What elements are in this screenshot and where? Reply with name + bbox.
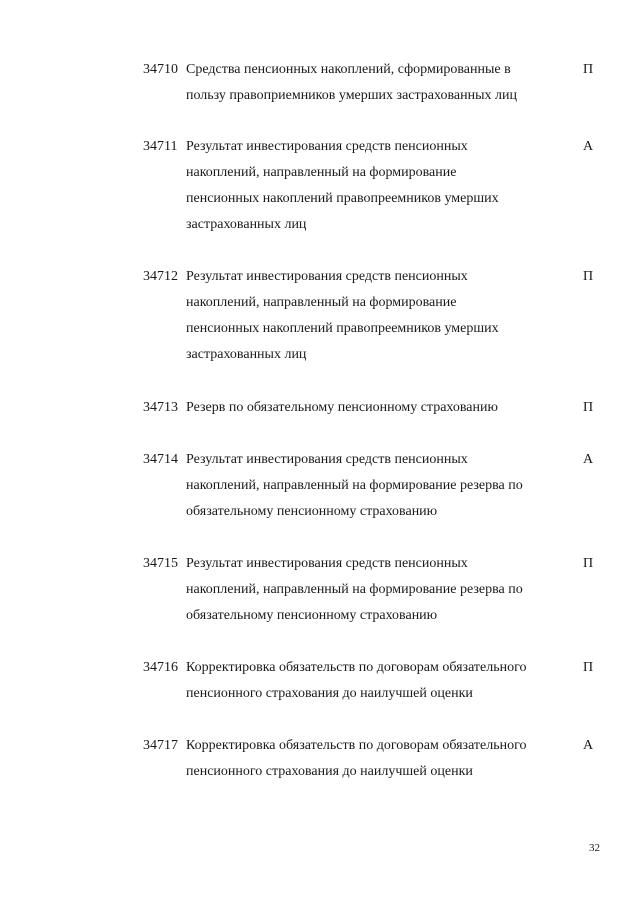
account-code: 34717 <box>143 738 178 753</box>
account-description <box>186 733 561 785</box>
account-description <box>186 551 561 629</box>
description-line: накоплений, направленный на формирование резерва по <box>186 478 523 493</box>
account-code: 34711 <box>143 139 178 154</box>
description-line: пенсионных накоплений правопреемников умерших <box>186 321 499 336</box>
description-line: Резерв по обязательному пенсионному страхованию <box>186 400 498 415</box>
account-code: 34710 <box>143 62 178 77</box>
description-line: Результат инвестирования средств пенсионных <box>186 452 468 467</box>
description-line: Корректировка обязательств по договорам обязательного <box>186 738 527 753</box>
account-type: А <box>583 452 594 467</box>
account-type: П <box>583 269 594 284</box>
description-line: обязательному пенсионному страхованию <box>186 608 438 623</box>
account-code: 34712 <box>143 269 178 284</box>
account-code: 34716 <box>143 660 178 675</box>
description-line: накоплений, направленный на формирование <box>186 165 457 180</box>
description-line: Результат инвестирования средств пенсионных <box>186 139 468 154</box>
account-description <box>186 57 561 109</box>
account-type: П <box>583 556 594 571</box>
description-line: пенсионных накоплений правопреемников умерших <box>186 191 499 206</box>
account-type: А <box>583 139 594 154</box>
description-line: Результат инвестирования средств пенсионных <box>186 269 468 284</box>
description-line: застрахованных лиц <box>186 347 307 362</box>
account-description <box>186 134 561 238</box>
description-line: пользу правоприемников умерших застрахованных лиц <box>186 88 517 103</box>
account-description <box>186 655 561 707</box>
account-code: 34713 <box>143 400 178 415</box>
description-line: Средства пенсионных накоплений, сформированные в <box>186 62 511 77</box>
description-line: накоплений, направленный на формирование резерва по <box>186 582 523 597</box>
account-description <box>186 395 561 421</box>
account-description <box>186 264 561 368</box>
description-line: Результат инвестирования средств пенсионных <box>186 556 468 571</box>
account-type: П <box>583 660 594 675</box>
description-line: накоплений, направленный на формирование <box>186 295 457 310</box>
account-code: 34715 <box>143 556 178 571</box>
account-type: П <box>583 62 594 77</box>
description-line: пенсионного страхования до наилучшей оценки <box>186 764 473 779</box>
account-description <box>186 447 561 525</box>
account-code: 34714 <box>143 452 178 467</box>
description-line: обязательному пенсионному страхованию <box>186 504 438 519</box>
account-type: П <box>583 400 594 415</box>
description-line: Корректировка обязательств по договорам обязательного <box>186 660 527 675</box>
page-number: 32 <box>589 842 600 854</box>
description-line: пенсионного страхования до наилучшей оценки <box>186 686 473 701</box>
description-line: застрахованных лиц <box>186 217 307 232</box>
account-type: А <box>583 738 594 753</box>
